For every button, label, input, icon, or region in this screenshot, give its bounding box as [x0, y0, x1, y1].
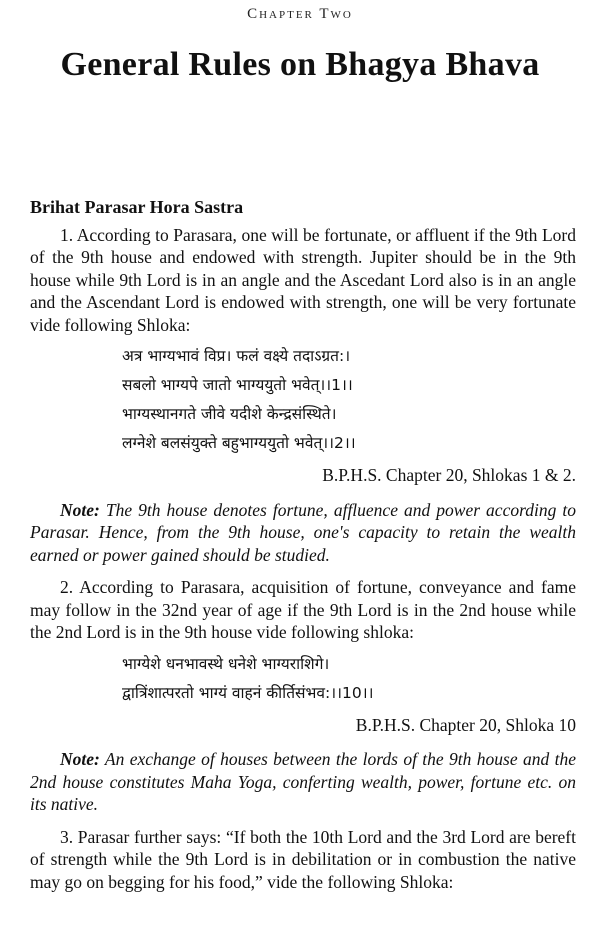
- shloka-line: सबलो भाग्यपे जातो भाग्ययुतो भवेत्।।1।।: [122, 376, 353, 394]
- citation-2: B.P.H.S. Chapter 20, Shloka 10: [355, 714, 576, 735]
- section-heading: Brihat Parasar Hora Sastra: [30, 197, 244, 217]
- note-text: The 9th house denotes fortune, affluence and power according to Parasar. Hence, from the 9th house, one's capacity to retain the wealth earned or power gained should be studied.: [30, 499, 576, 565]
- shloka-block-1: [122, 342, 576, 458]
- page-title: General Rules on Bhagya Bhava: [60, 46, 540, 83]
- note-label: Note:: [60, 499, 100, 520]
- paragraph-1: 1. According to Parasara, one will be fortunate, or affluent if the 9th Lord of the 9th house and endowed with strength. Jupiter should be in the 9th house while 9th Lord is in an angle and the Ascedant Lord also is in an angle and the Ascendant Lord is endowed with strength, one will be very fortunate vide following Shloka:: [30, 224, 576, 335]
- note-1: [30, 499, 576, 567]
- shloka-block-2: [122, 650, 576, 708]
- shloka-line: भाग्येशे धनभावस्थे धनेशे भाग्यराशिगे।: [122, 654, 330, 673]
- citation-1: B.P.H.S. Chapter 20, Shlokas 1 & 2.: [322, 465, 576, 485]
- chapter-label: Chapter Two: [247, 6, 353, 22]
- note-2: [30, 748, 576, 816]
- shloka-line: द्वात्रिंशात्परतो भाग्यं वाहनं कीर्तिसंभव:।।10।।: [122, 683, 374, 702]
- shloka-line: लग्नेशे बलसंयुक्ते बहुभाग्ययुतो भवेत्।।2।।: [122, 434, 356, 452]
- paragraph-3: 3. Parasar further says: “If both the 10th Lord and the 3rd Lord are bereft of strength while the 9th Lord is in debilitation or in combustion the native may go on begging for his food,” vide the following Shloka:: [30, 826, 576, 892]
- shloka-line: भाग्यस्थानगते जीवे यदीशे केन्द्रसंस्थिते।: [122, 405, 337, 423]
- note-label: Note:: [60, 749, 100, 769]
- page-content: [30, 196, 576, 893]
- shloka-line: अत्र भाग्यभावं विप्र। फलं वक्ष्ये तदाऽग्रत:।: [122, 347, 351, 365]
- paragraph-2: 2. According to Parasara, acquisition of fortune, conveyance and fame may follow in the 32nd year of age if the 9th Lord is in the 2nd house while the 2nd Lord is in the 9th house vide following shloka:: [30, 577, 576, 642]
- note-text: An exchange of houses between the lords of the 9th house and the 2nd house constitutes Maha Yoga, conferting wealth, power, fortune etc. on its native.: [30, 749, 576, 814]
